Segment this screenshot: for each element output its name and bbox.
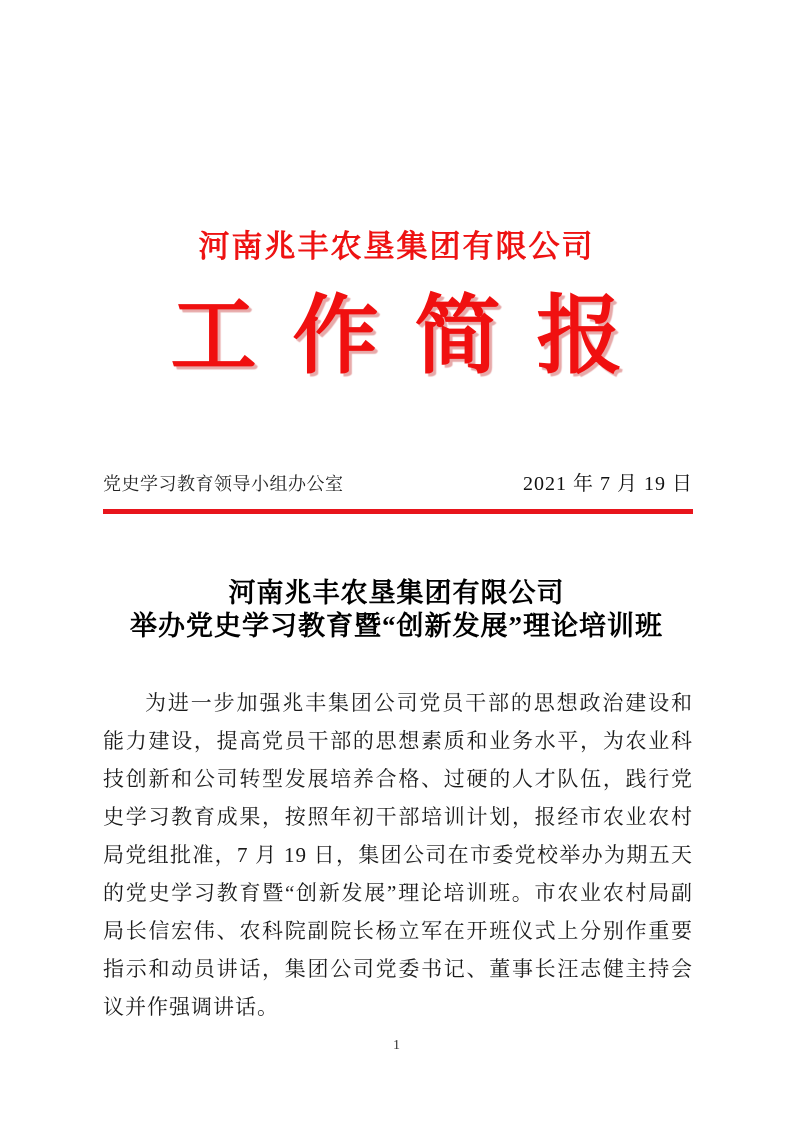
bulletin-char: 工 [170, 288, 257, 384]
article-headline [0, 577, 793, 643]
company-title: 河南兆丰农垦集团有限公司 [198, 229, 595, 264]
bulletin-title [171, 288, 623, 384]
red-divider [103, 509, 693, 514]
meta-row [103, 467, 693, 496]
bulletin-char: 简 [414, 288, 501, 384]
page-number: 1 [393, 1038, 400, 1053]
issue-date: 2021 年 7 月 19 日 [523, 473, 693, 495]
article-headline-line1: 河南兆丰农垦集团有限公司 [228, 578, 565, 608]
bulletin-char: 报 [536, 288, 623, 384]
article-body-paragraph: 为进一步加强兆丰集团公司党员干部的思想政治建设和能力建设，提高党员干部的思想素质和业务水平，为农业科技创新和公司转型发展培养合格、过硬的人才队伍，践行党史学习教育成果，按照年初干部培训计划，报经市农业农村局党组批准，7 月 19 日，集团公司在市委党校举办为期五天的党史学习教育暨“创新发展”理论培训班。市农业农村局副局长信宏伟、农科院副院长杨立军在开班仪式上分别作重要指示和动员讲话，集团公司党委书记、董事长汪志健主持会议并作强调讲话。 [103, 691, 693, 1019]
bulletin-char: 作 [292, 288, 379, 384]
article-headline-line2: 举办党史学习教育暨“创新发展”理论培训班 [130, 611, 663, 641]
issuer-office: 党史学习教育领导小组办公室 [103, 474, 344, 494]
